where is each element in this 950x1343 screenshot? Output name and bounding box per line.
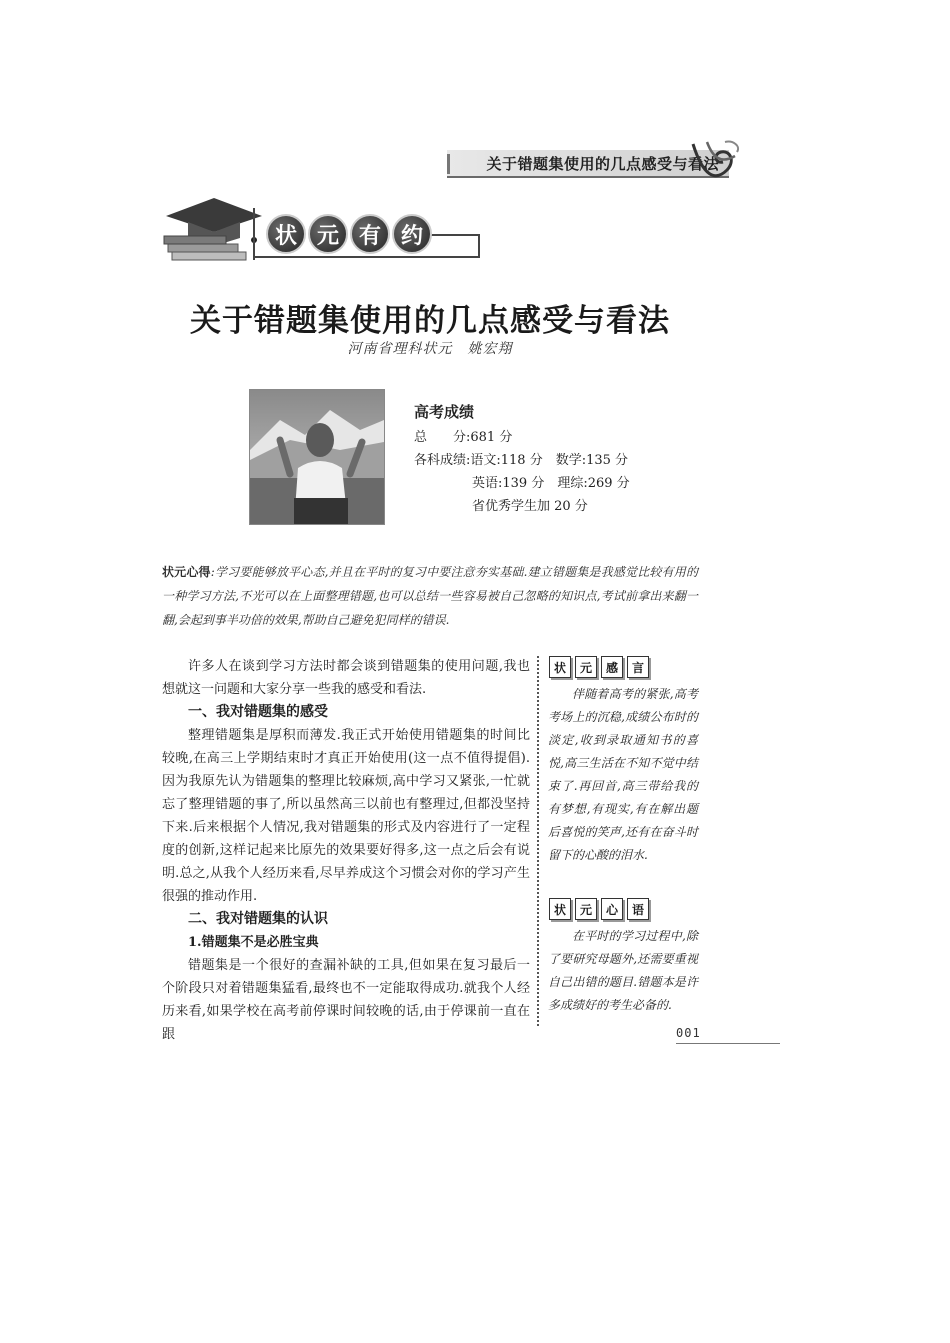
- scores-line: 省优秀学生加 20 分: [472, 499, 588, 514]
- intro-text: :学习要能够放平心态,并且在平时的复习中要注意夯实基础.建立错题集是我感觉比较有用的一种学习方法,不光可以在上面整理错题,也可以总结一些容易被自己忽略的知识点,考试前拿出来翻一翻,会起到事半功倍的效果,帮助自己避免犯同样的错误.: [162, 565, 698, 627]
- section-heading: 一、我对错题集的感受: [188, 704, 328, 720]
- article-title: 关于错题集使用的几点感受与看法: [190, 303, 670, 339]
- banner-char: 元: [308, 214, 348, 254]
- banner-char: 有: [350, 214, 390, 254]
- section-heading: 二、我对错题集的认识: [188, 911, 328, 927]
- graduation-cap-books-icon: [162, 186, 282, 266]
- main-column: [162, 655, 530, 1046]
- banner-char: 状: [266, 214, 306, 254]
- paragraph: 整理错题集是厚积而薄发.我正式开始使用错题集的时间比较晚,在高三上学期结束时才真正开始使用(这一点不值得提倡).因为我原先认为错题集的整理比较麻烦,高中学习又紧张,一忙就忘了整理错题的事了,所以虽然高三以前也有整理过,但都没坚持下来.后来根据个人情况,我对错题集的形式及内容进行了一定程度的创新,这样记起来比原先的效果要好得多,这一点之后会有说明.总之,从我个人经历来看,尽早养成这个习惯会对你的学习产生很强的推动作用.: [162, 728, 530, 904]
- sidebar-heading-char: 元: [575, 656, 597, 678]
- exam-scores: [414, 401, 630, 518]
- banner-rule: [478, 234, 480, 258]
- column-separator: [537, 656, 539, 1026]
- sidebar-text: 伴随着高考的紧张,高考考场上的沉稳,成绩公布时的淡定,收到录取通知书的喜悦,高三生活在不知不觉中结束了.再回首,高三带给我的有梦想,有现实,有在解出题后喜悦的笑声,还有在奋斗时留下的心酸的泪水.: [548, 687, 698, 862]
- paragraph: 许多人在谈到学习方法时都会谈到错题集的使用问题,我也想就这一问题和大家分享一些我的感受和看法.: [162, 659, 530, 697]
- scores-line: 英语:139 分 理综:269 分: [472, 476, 630, 491]
- sidebar-heading-char: 语: [627, 898, 649, 920]
- sidebar-heading-char: 心: [601, 898, 623, 920]
- page-number-rule: [676, 1043, 780, 1044]
- sidebar-heading-char: 感: [601, 656, 623, 678]
- intro-label: 状元心得: [162, 565, 211, 579]
- section-banner: [266, 214, 432, 254]
- sidebar-heading: [549, 656, 653, 678]
- paragraph: 错题集是一个很好的查漏补缺的工具,但如果在复习最后一个阶段只对着错题集猛看,最终也不一定能取得成功.就我个人经历来看,如果学校在高考前停课时间较晚的话,由于停课前一直在跟: [162, 958, 530, 1042]
- banner-rule: [255, 256, 480, 258]
- scores-heading: 高考成绩: [414, 403, 475, 421]
- swirl-ornament-icon: [685, 136, 745, 186]
- student-photo: [249, 389, 385, 525]
- sidebar-heading-char: 状: [549, 656, 571, 678]
- sidebar-heading: [549, 898, 653, 920]
- scores-total: 总 分:681 分: [414, 430, 513, 445]
- sidebar-heading-char: 状: [549, 898, 571, 920]
- sidebar-heading-char: 言: [627, 656, 649, 678]
- running-header-title: 关于错题集使用的几点感受与看法: [486, 154, 719, 173]
- sub-heading: 1.错题集不是必胜宝典: [188, 935, 319, 950]
- sidebar-heading-char: 元: [575, 898, 597, 920]
- page-number: 001: [676, 1026, 701, 1040]
- banner-rule: [253, 208, 255, 260]
- banner-char: 约: [392, 214, 432, 254]
- sidebar-text: 在平时的学习过程中,除了要研究母题外,还需要重视自己出错的题目.错题本是许多成绩好的考生必备的.: [548, 929, 698, 1012]
- scores-line: 各科成绩:语文:118 分 数学:135 分: [414, 453, 629, 468]
- byline: 河南省理科状元 姚宏翔: [347, 341, 513, 357]
- banner-rule: [430, 234, 480, 236]
- intro-paragraph: [162, 560, 698, 632]
